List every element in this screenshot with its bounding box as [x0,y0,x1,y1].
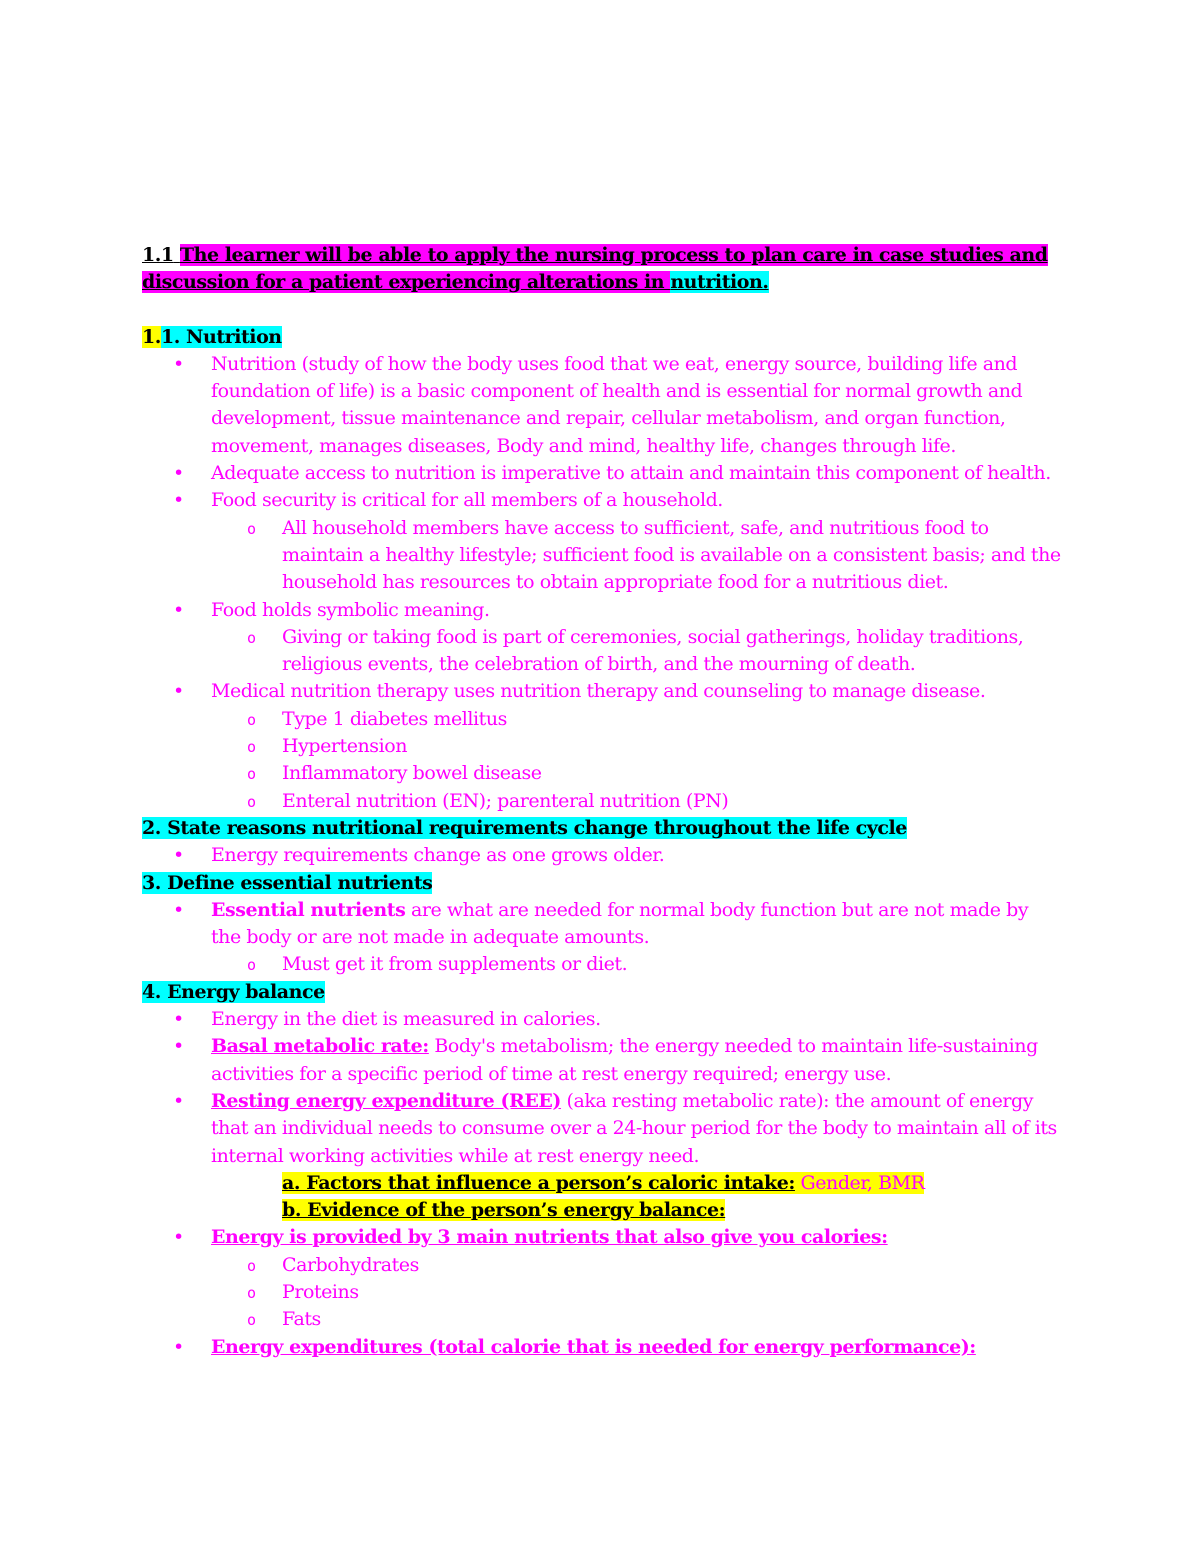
objective-number: 1.1 [142,244,174,266]
sub-list-item: o Enteral nutrition (EN); parenteral nutrition (PN) [142,788,1062,815]
section-heading-essential-nutrients: 3. Define essential nutrients [142,871,433,894]
sub-list-item: o Giving or taking food is part of ceremonies, social gatherings, holiday traditions, religious events, the celebration of birth, and the mourning of death. [142,624,1062,679]
list-item: • Food holds symbolic meaning. [142,597,1062,624]
objective-block [142,242,1062,297]
sub-list-item: o Fats [142,1306,1062,1333]
sub-list-item: o Proteins [142,1279,1062,1306]
sub-list-item: o All household members have access to sufficient, safe, and nutritious food to maintain a healthy lifestyle; sufficient food is available on a consistent basis; and the household has resources to obtain appropriate food for a nutritious diet. [142,515,1062,597]
section-heading-energy-balance: 4. Energy balance [142,980,325,1003]
sub-list-item: o Hypertension [142,733,1062,760]
energy-nutrients-list [142,1224,1062,1360]
section-heading-life-cycle: 2. State reasons nutritional requirements change throughout the life cycle [142,816,907,839]
list-item: • Energy in the diet is measured in calories. [142,1006,1062,1033]
list-item: • Food security is critical for all members of a household. [142,487,1062,514]
spacer [142,297,1062,324]
essential-nutrients-list [142,897,1062,979]
list-item: • Basal metabolic rate: Body's metabolism; the energy needed to maintain life-sustaining activities for a specific period of time at rest energy required; energy use. [142,1033,1062,1088]
energy-balance-list [142,1006,1062,1170]
caloric-intake-factors: a. Factors that influence a person’s caloric intake: Gender, BMR [282,1171,925,1194]
list-item: • Medical nutrition therapy uses nutrition therapy and counseling to manage disease. [142,678,1062,705]
list-item: • Essential nutrients are what are needed for normal body function but are not made by the body or are not made in adequate amounts. [142,897,1062,952]
document-body [142,242,1062,1361]
life-cycle-list [142,842,1062,869]
list-item: • Energy is provided by 3 main nutrients that also give you calories: [142,1224,1062,1251]
sub-list-item: o Must get it from supplements or diet. [142,951,1062,978]
nutrition-list [142,351,1062,815]
sub-list-item: o Inflammatory bowel disease [142,760,1062,787]
list-item: • Nutrition (study of how the body uses food that we eat, energy source, building life and foundation of life) is a basic component of health and is essential for normal growth and development, tissue maintenance and repair, cellular metabolism, and organ function, movement, manages diseases, Body and mind, healthy life, changes through life. [142,351,1062,460]
objective-line-2b: nutrition. [670,271,769,294]
section-heading-nutrition: 1.1. Nutrition [142,325,282,348]
list-item: • Energy requirements change as one grows older. [142,842,1062,869]
energy-balance-evidence: b. Evidence of the person’s energy balance: [282,1199,726,1222]
sub-list-item: o Type 1 diabetes mellitus [142,706,1062,733]
list-item: • Resting energy expenditure (REE) (aka resting metabolic rate): the amount of energy that an individual needs to consume over a 24-hour period for the body to maintain all of its internal working activities while at rest energy need. [142,1088,1062,1170]
list-item: • Adequate access to nutrition is imperative to attain and maintain this component of health. [142,460,1062,487]
objective-line-1: The learner will be able to apply the nursing process to plan care in case studies and [179,244,1048,266]
list-item: • Energy expenditures (total calorie that is needed for energy performance): [142,1334,1062,1361]
objective-line-2a: discussion for a patient experiencing alterations in [142,271,671,294]
sub-list-item: o Carbohydrates [142,1252,1062,1279]
